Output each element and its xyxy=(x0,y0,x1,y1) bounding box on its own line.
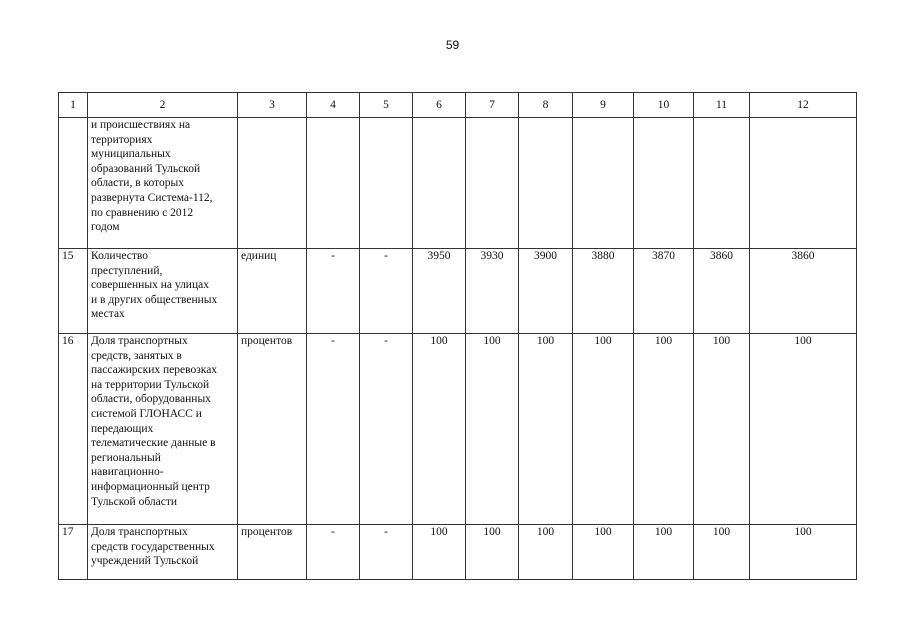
table-row xyxy=(59,334,857,525)
header-cell: 2 xyxy=(88,93,238,118)
value-cell: - xyxy=(360,525,413,580)
indicator-description xyxy=(88,525,238,580)
header-cell: 4 xyxy=(307,93,360,118)
value-cell: - xyxy=(307,334,360,525)
value-cell xyxy=(466,118,519,249)
description-line: средств государственных xyxy=(91,540,215,553)
description-line: области, оборудованных xyxy=(91,393,211,406)
header-cell: 7 xyxy=(466,93,519,118)
header-row xyxy=(59,93,857,118)
description-line: Доля транспортных xyxy=(91,526,188,538)
description-line: развернута Система-112, xyxy=(91,191,213,204)
table-row xyxy=(59,118,857,249)
indicator-description xyxy=(88,118,238,249)
description-line: информационный центр xyxy=(91,480,210,493)
value-cell: 100 xyxy=(573,525,634,580)
description-line: системой ГЛОНАСС и xyxy=(91,407,202,420)
description-line: Доля транспортных xyxy=(91,335,188,347)
description-line: учреждений Тульской xyxy=(91,555,199,568)
unit-cell: процентов xyxy=(238,334,307,525)
value-cell: 3870 xyxy=(634,249,694,334)
value-cell: 3860 xyxy=(750,249,857,334)
value-cell: 100 xyxy=(413,525,466,580)
value-cell xyxy=(360,118,413,249)
indicator-description xyxy=(88,249,238,334)
header-cell: 10 xyxy=(634,93,694,118)
description-line: навигационно- xyxy=(91,466,164,479)
value-cell xyxy=(573,118,634,249)
value-cell: 100 xyxy=(519,525,573,580)
page-number: 59 xyxy=(445,38,460,52)
value-cell: 100 xyxy=(694,334,750,525)
value-cell: 100 xyxy=(750,334,857,525)
value-cell xyxy=(519,118,573,249)
description-line: преступлений, xyxy=(91,264,163,277)
description-line: муниципальных xyxy=(91,148,171,161)
table-row xyxy=(59,525,857,580)
header-cell: 6 xyxy=(413,93,466,118)
value-cell: 3930 xyxy=(466,249,519,334)
description-line: образований Тульской xyxy=(91,162,201,175)
value-cell: 100 xyxy=(466,334,519,525)
description-line: по сравнению с 2012 xyxy=(91,206,194,219)
value-cell: 100 xyxy=(750,525,857,580)
value-cell: - xyxy=(307,525,360,580)
description-line: и происшествиях на xyxy=(91,119,191,131)
value-cell: 3880 xyxy=(573,249,634,334)
description-line: совершенных на улицах xyxy=(91,279,209,292)
value-cell xyxy=(307,118,360,249)
indicator-description xyxy=(88,334,238,525)
header-cell: 3 xyxy=(238,93,307,118)
description-line: передающих xyxy=(91,422,154,435)
row-number: 17 xyxy=(59,525,88,580)
indicator-table xyxy=(58,92,857,580)
description-line: на территории Тульской xyxy=(91,378,210,391)
header-cell: 9 xyxy=(573,93,634,118)
header-cell: 1 xyxy=(59,93,88,118)
value-cell: - xyxy=(360,334,413,525)
row-number: 16 xyxy=(59,334,88,525)
unit-cell: единиц xyxy=(238,249,307,334)
description-line: средств, занятых в xyxy=(91,349,182,362)
description-line: области, в которых xyxy=(91,177,184,190)
description-line: территориях xyxy=(91,133,153,146)
value-cell: 3900 xyxy=(519,249,573,334)
value-cell: 100 xyxy=(466,525,519,580)
value-cell xyxy=(634,118,694,249)
value-cell: 100 xyxy=(634,525,694,580)
value-cell: 100 xyxy=(634,334,694,525)
header-cell: 8 xyxy=(519,93,573,118)
value-cell: 3950 xyxy=(413,249,466,334)
description-line: местах xyxy=(91,308,125,321)
value-cell: 100 xyxy=(694,525,750,580)
value-cell: 100 xyxy=(573,334,634,525)
header-cell: 11 xyxy=(694,93,750,118)
header-cell: 12 xyxy=(750,93,857,118)
description-line: годом xyxy=(91,221,120,234)
unit-cell: процентов xyxy=(238,525,307,580)
value-cell xyxy=(413,118,466,249)
table-row xyxy=(59,249,857,334)
description-line: Количество xyxy=(91,250,148,262)
value-cell: 100 xyxy=(413,334,466,525)
value-cell xyxy=(694,118,750,249)
value-cell: 100 xyxy=(519,334,573,525)
value-cell xyxy=(750,118,857,249)
header-cell: 5 xyxy=(360,93,413,118)
value-cell: - xyxy=(307,249,360,334)
unit-cell xyxy=(238,118,307,249)
description-line: Тульской области xyxy=(91,495,178,508)
description-line: телематические данные в xyxy=(91,437,216,450)
row-number: 15 xyxy=(59,249,88,334)
description-line: региональный xyxy=(91,451,161,464)
value-cell: - xyxy=(360,249,413,334)
value-cell: 3860 xyxy=(694,249,750,334)
row-number xyxy=(59,118,88,249)
description-line: и в других общественных xyxy=(91,293,218,306)
description-line: пассажирских перевозках xyxy=(91,364,218,377)
